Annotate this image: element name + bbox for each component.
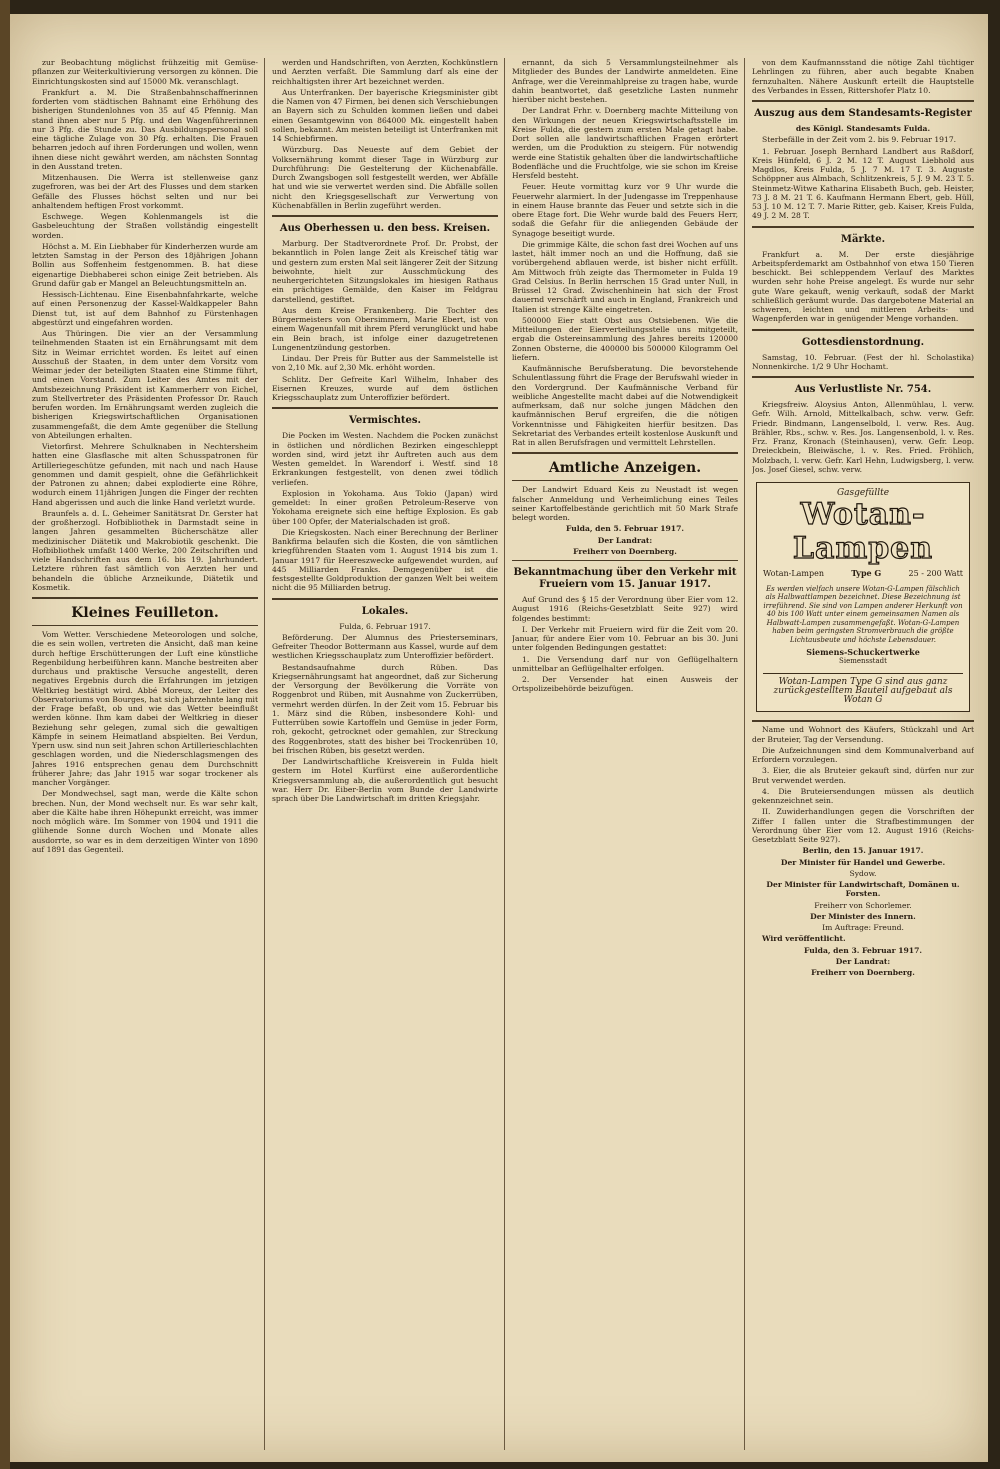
feuilleton-heading: Kleines Feuilleton. (71, 605, 219, 621)
markets-heading: Märkte. (840, 233, 886, 245)
article-text: Braunfels a. d. L. Geheimer Sanitätsrat Dr. Gerster hat der großherzogl. Hofbibliothek in Darmstadt seine in langen Jahren gesammelten Bücherschätze aller medizinischer Diätetik und Makrobiotik geschenkt. Die Hofbibliothek umfaßt 1400 Werke, 200 Zeitschriften und viele Handschriften aus dem 16. bis 19. Jahrhundert. Letztere rühren fast sämtlich von Aerzten her und behandeln die übliche Arzneikunde, Diätetik und Kosmetik. (32, 508, 258, 592)
article-text: Frankfurt a. M. Die Straßenbahnschaffnerinnen forderten vom städtischen Bahnamt eine Erhöhung des bisherigen Stundenlohnes von 35 auf 45 Pfennig. Man stand ihnen aber nur 5 Pfg. und den Wagenführerinnen nur 3 Pfg. die Stunde zu. Das Ausbildungspersonal soll eine tägliche Zulage von 30 Pfg. erhalten. Die Frauen beharren jedoch auf ihren Forderungen und wollen, wenn ihnen diese nicht gewährt werden, am nächsten Sonntag in den Ausstand treten. (32, 87, 258, 171)
markets-text: Frankfurt a. M. Der erste diesjährige Arbeitspferdemarkt am Ostbahnhof von etwa 150 Tieren beschickt. Bei schleppendem Verlauf des Marktes wurden sehr hohe Preise angelegt. Es wurde nur sehr gute Ware gekauft, wenig verkauft, sodaß der Markt schließlich geräumt wurde. Das dargebotene Material an schweren, leichten und mittleren Arbeits- und Wagenpferden war in genügender Menge vorhanden. (752, 249, 974, 324)
notice-text: 3. Eier, die als Bruteier gekauft sind, dürfen nur zur Brut verwendet werden. (752, 766, 974, 785)
article-text: zur Beobachtung möglichst frühzeitig mit Gemüse-pflanzen zur Weiterkultivierung versorgen zu können. Die Einrichtungskosten sind auf 15000 Mk. veranschlagt. (32, 58, 258, 86)
section-divider (512, 560, 738, 561)
notice-text: Der Landwirt Eduard Keis zu Neustadt ist wegen falscher Anmeldung und Verheimlichung eines Teiles seiner Kartoffelbestände gerichtlich mit 50 Mark Strafe belegt worden. (512, 485, 738, 522)
ad-headline: Gasgefüllte (836, 488, 890, 498)
notice-text: Die Aufzeichnungen sind dem Kommunalverband auf Erfordern vorzulegen. (752, 745, 974, 764)
article-text: Aus Thüringen. Die vier an der Versammlung teilnehmenden Staaten ist ein Ernährungsamt mit dem Sitz in Weimar errichtet worden. Es leitet auf einen Ausschuß der Staaten, in dem unter dem Vorsitz vom Weimar jeder der beteiligten Staaten eine Stimme führt, und einen Vorstand. Zum Leiter des Amtes mit der Amtsbezeichnung Präsident ist Kammerherr von Eichel, zum Stellvertreter des Präsidenten Professor Dr. Rauch berufen worden. Im Ernährungsamt werden zugleich die bisherigen Kriegswirtschaftlichen Organisationen zusammengefaßt, die dem Amte gegenüber die Stellung von Abteilungen erhalten. (32, 329, 258, 440)
article-text: Die Kriegskosten. Nach einer Berechnung der Berliner Bankfirma belaufen sich die Kosten, die von sämtlichen kriegführenden Staaten vom 1. August 1914 bis zum 1. Januar 1917 für Heereszwecke aufgewendet wurden, auf 445 Milliarden Franks. Demgegenüber ist die festsgestellte Goldproduktion der ganzen Welt bei weitem nicht die 95 Milliarden betrug. (272, 527, 498, 593)
ad-maker: Siemens-Schuckertwerke (806, 647, 920, 657)
ad-subline (763, 569, 963, 578)
column-3 (512, 58, 738, 1450)
notice-text: 2. Der Versender hat einen Ausweis der Ortspolizeibehörde beizufügen. (512, 675, 738, 694)
column-4 (752, 58, 974, 1450)
notice-text: II. Zuwiderhandlungen gegen die Vorschriften der Ziffer I fallen unter die Strafbestimmungen der Verordnung über Eier vom 12. August 1916 (Reichs-Gesetzblatt Seite 927). (752, 807, 974, 844)
article-text: Höchst a. M. Ein Liebhaber für Kinderherzen wurde am letzten Samstag in der Person des 18jährigen Johann Bollin aus Soffenheim festgenommen. B. hat diese eigenartige Diebhaberei schon einige Zeit betrieben. Als Grund dafür gab er Mangel an Beleuchtungsmitteln an. (32, 241, 258, 288)
notice-minister: Der Minister für Landwirtschaft, Domänen u. Forsten. (766, 880, 960, 899)
article-text: Aus dem Kreise Frankenberg. Die Tochter des Bürgermeisters von Obersimmern, Marie Ebert, ist von einem Wagenunfall mit ihrem Pferd verunglückt und habe ein Bein brach, ist infolge einer dazugetretenen Lungenentzündung gestorben. (272, 305, 498, 352)
column-1 (32, 58, 258, 1450)
article-text: Der Mondwechsel, sagt man, werde die Kälte schon brechen. Nun, der Mond wechselt nur. Es war sehr kalt, aber die Kälte habe ihren Höhepunkt erreicht, was immer noch möglich wäre. Im Sommer von 1904 und 1911 die glühende Sonne durch Wochen und Monate alles ausdorrte, so war es in dem derzeitigen Winter von 1890 auf 1891 das Gegenteil. (32, 789, 258, 854)
article-text: Die grimmige Kälte, die schon fast drei Wochen auf uns lastet, hält immer noch an und die Hoffnung, daß sie vorübergehend abflauen werde, ist bisher nicht erfüllt. Am Mittwoch früh zeigte das Thermometer in Fulda 19 Grad Celsius. In Berlin herrschen 15 Grad unter Null, in Brüssel 12 Grad. Zwischenhinein hat sich der Frost dauernd verschärft und auch in England, Frankreich und Italien ist strenge Kälte eingetreten. (512, 239, 738, 314)
ad-tagline: Wotan-Lampen Type G sind aus ganz zurückgestelltem Bauteil aufgebaut als Wotan G (763, 673, 963, 706)
dateline: Fulda, 6. Februar 1917. (339, 621, 431, 631)
article-text: Der Landrat Frhr. v. Doernberg machte Mitteilung von den Wirkungen der neuen Kriegswirtschaftsstelle im Kreise Fulda, die gestern zum ersten Male getagt habe. Dort sollen alle landwirtschaftlichen Fragen erörtert werden, um die Produktion zu steigern. Für notwendig werde eine Statistik gehalten über die landwirtschaftliche Bodenfläche und die Fruchtfolge, wie sie schon im Kreise Hersfeld besteht. (512, 106, 738, 180)
article-text: 500000 Eier statt Obst aus Ostsiebenen. Wie die Mitteilungen der Eierverteilungsstelle uns mitgeteilt, ergab die Ostereinsammlung des Jahres bereits 120000 Zonnen Obsterne, die 400000 bis 500000 Kilogramm Oel liefern. (512, 315, 738, 362)
article-text: Vom Wetter. Verschiedene Meteorologen und solche, die es sein wollen, vertreten die Ansicht, daß man keine durch heftige Erschütterungen der Luft eine künstliche Regenbildung herbeiführen kann. Manche bestreiten aber durchaus und praktische Versuche angestellt, deren negatives Ergebnis durch die Erfahrungen im jetzigen Weltkrieg bestätigt wird. Abbé Moreux, der Leiter des Observatoriums von Bourges, hat sich jahrzehnte lang mit der Frage befaßt, ob und wie das Wetter beeinflußt werden könne. Ihm kam dabei der Weltkrieg in dieser Beziehung sehr gelegen, zumal sich die gewaltigen Kämpfe in seinem Heimatland abspielten. Bei Verdun, Ypern usw. sind nun seit Jahren schon Artillerieschlachten geschlagen worden, und die Niederschlagsmengen des Jahres 1916 entsprechen genau dem Durchschnitt früherer Jahre; das Jahr 1915 war sogar trockener als mancher Vorgänger. (32, 630, 258, 787)
ad-maker-sub: Siemensstadt (839, 657, 887, 666)
section-divider (32, 597, 258, 599)
article-text: Die Pocken im Westen. Nachdem die Pocken zunächst in östlichen und nördlichen Bezirken eingeschleppt worden sind, wird jetzt ihr Auftreten auch aus dem Westen gemeldet. In Warendorf i. Westf. sind 18 Erkrankungen festgestellt, von denen zwei tödlich verliefen. (272, 431, 498, 487)
ad-type-label: Type G (851, 568, 882, 579)
page-binding-edge (0, 0, 10, 1469)
ad-body: Es werden vielfach unsere Wotan-G-Lampen fälschlich als Halbwattlampen bezeichnet. Diese Bezeichnung ist irreführend. Sie sind von Lampen anderer Herkunft von 40 bis 100 Watt unter einem gemeinsamen Namen als Halbwatt-Lampen zusammengefaßt. Wotan-G-Lampen haben beim geringsten Stromverbrauch die größte Lichtausbeute und höchste Lebensdauer. (763, 584, 963, 644)
section-heading: Aus Oberhessen u. den bess. Kreisen. (279, 223, 491, 234)
article-text: werden und Handschriften, von Aerzten, Kochkünstlern und Aerzten verfaßt. Die Sammlung darf als eine der reichhaltigsten ihrer Art bezeichnet werden. (272, 58, 498, 86)
article-text: Schlitz. Der Gefreite Karl Wilhelm, Inhaber des Eisernen Kreuzes, wurde auf dem östlichen Kriegsschauplatz zum Unteroffizier befördert. (272, 374, 498, 402)
article-text: Kaufmännische Berufsberatung. Die bevorstehende Schulentlassung führt die Frage der Berufswahl wieder in den Vordergrund. Der Kaufmännische Verband für weibliche Angestellte macht dabei auf die Notwendigkeit aufmerksam, daß nur solche jungen Mädchen den kaufmännischen Beruf ergreifen, die die nötigen Vorkenntnisse und Fähigkeiten hierfür besitzen. Das Sekretariat des Verbandes erteilt kostenlose Auskunft und Rat in allen Berufsfragen und vermittelt Lehrstellen. (512, 364, 738, 447)
column-2 (272, 58, 498, 1450)
church-heading: Gottesdienstordnung. (801, 336, 925, 348)
section-divider (512, 452, 738, 454)
register-heading: Auszug aus dem Standesamts-Register (754, 108, 972, 119)
notice-signer-title: Der Landrat: (835, 956, 891, 966)
section-divider (752, 226, 974, 228)
column-rule (264, 58, 265, 1450)
notice-minister: Der Minister für Handel und Gewerbe. (780, 857, 946, 867)
article-text: ernannt, da sich 5 Versammlungsteilnehmer als Mitglieder des Bundes der Landwirte anmeldeten. Eine Anfrage, wer die Vereinmahlpreise zu tragen habe, wurde dahin beantwortet, daß gesetzliche Lasten nunmehr hierüber nicht bestehen. (512, 58, 738, 104)
column-rule (744, 58, 745, 1450)
section-heading: Vermischtes. (349, 415, 421, 427)
article-text: Explosion in Yokohama. Aus Tokio (Japan) wird gemeldet: In einer großen Petroleum-Reserve von Yokohama ereignete sich eine heftige Explosion. Es gab über 100 Opfer, der Materialschaden ist groß. (272, 488, 498, 526)
notice-minister: Der Minister des Innern. (810, 911, 916, 921)
article-text: Der Landwirtschaftliche Kreisverein in Fulda hielt gestern im Hotel Kurfürst eine außerordentliche Kriegsversammlung ab, die außerordentlich gut besucht war. Herr Dr. Eiber-Berlin vom Bunde der Landwirte sprach über Die Landwirtschaft im dritten Kriegsjahr. (272, 757, 498, 803)
section-divider (32, 625, 258, 626)
newspaper-page (10, 14, 988, 1462)
notice-signer-title: Der Landrat: (597, 535, 653, 545)
loss-list-text: Kriegsfreiw. Aloysius Anton, Allenmühlau, l. verw. Gefr. Wilh. Arnold, Mittelkalbach, schw. verw. Gefr. Friedr. Bindmann, Langenselbold, l. verw. Res. Aug. Brähler, Rbs., schw. v. Res. Jos. Langensenbold, l. v. Res. Frz. Franz, Kronach (Steinhausen), verw. Gefr. Leop. Dreieckbein, Bleiwäsche, l. v. Res. Fried. Fröhlich, Molzbach, l. verw. Gefr. Karl Hehn, Ludwigsberg, l. verw. Jos. Josef Giesel, schw. verw. (752, 400, 974, 474)
section-divider (512, 480, 738, 481)
article-text: Bestandsaufnahme durch Rüben. Das Kriegsernährungsamt hat angeordnet, daß zur Sicherung der Versorgung der Bevölkerung die Vorräte von Roggenbrot und Rüben, mit Ausnahme von Zuckerrüben, vermehrt werden dürfen. In der Zeit vom 15. Februar bis 1. März sind die Rüben, insbesondere Kohl- und Futterrüben sowie Kartoffeln und Gemüse in jeder Form, roh, gekocht, getrocknet oder gemahlen, zur Streckung des Roggenbrotes, statt des bisher bei Trockenrüben 10, bei frischen Rüben, bis gesetzt werden. (272, 662, 498, 755)
notice-text: I. Der Verkehr mit Frueiern wird für die Zeit vom 20. Januar, für andere Eier vom 10. Februar an bis 30. Juni unter folgenden Bedingungen gestattet: (512, 624, 738, 653)
notice-minister-name: Freiherr von Schorlemer. (814, 900, 912, 910)
article-text: Mitzenhausen. Die Werra ist stellenweise ganz zugefroren, was bei der Art des Flusses und dem starken Gefälle des Flusses höchst selten und nur bei anhaltendem heftigen Frost vorkommt. (32, 173, 258, 210)
article-text: Marburg. Der Stadtverordnete Prof. Dr. Probst, der bekanntlich in Polen lange Zeit als Kreischef tätig war und gestern zum ersten Mal seit längerer Zeit der Sitzung beiwohnte, hielt zur Ausschmückung des neuhergerichteten Sitzungslokales im hiesigen Rathaus ein prächtiges Gemälde, den Kaiser im Feldgrau darstellend, gestiftet. (272, 239, 498, 304)
register-subheading: des Königl. Standesamts Fulda. (795, 124, 931, 133)
section-divider (752, 329, 974, 331)
notice-date: Fulda, den 3. Februar 1917. (803, 945, 923, 955)
register-text: 1. Februar. Joseph Bernhard Landbert aus Raßdorf, Kreis Hünfeld, 6 J. 2 M. 12 T. August Liebhold aus Magdlos, Kreis Fulda, 5 J. 7 M. 17 T. 3. Auguste Schöppner aus Almbach, Schlitzenkreis, 5 J. 9 M. 23 T. 5. Steinmetz-Witwe Katharina Elisabeth Buch, geb. Heister, 73 J. 8 M. 21 T. 6. Kaufmann Hermann Ebert, geb. Hüll, 53 J. 10 M. 12 T. 7. Marie Ritter, geb. Kaiser, Kreis Fulda, 49 J. 2 M. 28 T. (752, 146, 974, 221)
ad-watt: 25 - 200 Watt (908, 569, 963, 579)
notice-date: Fulda, den 5. Februar 1917. (565, 524, 685, 534)
article-text: Würzburg. Das Neueste auf dem Gebiet der Volksernährung kommt dieser Tage in Würzburg zur Durchführung: Die Gestelterung der Küchenabfälle. Durch Zwangsbogen soll festgestellt werden, wer Abfälle hat und wie sie verwertet werden sind. Die Abfälle sollen nicht den Kriegsgesellschaft zur Verwertung von Küchenabfällen in Berlin zugeführt werden. (272, 145, 498, 210)
section-divider (752, 376, 974, 378)
article-text: Eschwege. Wegen Kohlenmangels ist die Gasbeleuchtung der Straßen vollständig eingestellt worden. (32, 212, 258, 240)
church-text: Samstag, 10. Februar. (Fest der hl. Scholastika) Nonnenkirche. 1/2 9 Uhr Hochamt. (752, 352, 974, 371)
lamp-advertisement (756, 482, 970, 712)
ad-sub-left: Wotan-Lampen (763, 569, 825, 579)
column-rule (504, 58, 505, 1450)
notice-text: 1. Die Versendung darf nur von Geflügelhaltern unmittelbar an Geflügelhalter erfolgen. (512, 654, 738, 673)
notice-publish: Wird veröffentlicht. (762, 934, 846, 944)
section-divider (272, 598, 498, 600)
notice-signer-name: Freiherr von Doernberg. (573, 546, 677, 556)
notice-date: Berlin, den 15. Januar 1917. (802, 846, 924, 856)
section-divider (752, 720, 974, 722)
loss-list-heading: Aus Verlustliste Nr. 754. (794, 384, 932, 395)
article-text: Feuer. Heute vormittag kurz vor 9 Uhr wurde die Feuerwehr alarmiert. In der Judengasse im Treppenhause in einem Hause brannte das Feuer und setzte sich in die obere Etage fort. Die Wehr wurde bald des Feuers Herr, sodaß die Gefahr für die anliegenden Gebäude der Synagoge beseitigt wurde. (512, 182, 738, 238)
official-notices-heading: Amtliche Anzeigen. (548, 460, 702, 477)
notice-heading: Bekanntmachung über den Verkehr mit Frueiern vom 15. Januar 1917. (513, 567, 737, 590)
notice-text: Name und Wohnort des Käufers, Stückzahl und Art der Bruteier, Tag der Versendung. (752, 725, 974, 744)
notice-text: 4. Die Bruteiersendungen müssen als deutlich gekennzeichnet sein. (752, 786, 974, 805)
article-text: Aus Unterfranken. Der bayerische Kriegsminister gibt die Namen von 47 Firmen, bei denen sich Verschiebungen an Bayern sich zu Schulden kommen ließen und dabei einen Gesamtgewinn von 864000 Mk. eingestellt haben sollen, bekannt. Am meisten beteiligt ist Unterfranken mit 14 Schiebfirmen. (272, 87, 498, 143)
article-text: von dem Kaufmannsstand die nötige Zahl tüchtiger Lehrlingen zu führen, aber auch begabte Knaben fernzuhalten. Nähere Auskunft erteilt die Hauptstelle des Verbandes in Essen, Rittershofer Platz 10. (752, 58, 974, 95)
notice-signer-name: Freiherr von Doernberg. (811, 968, 915, 977)
section-divider (752, 100, 974, 102)
notice-text: Auf Grund des § 15 der Verordnung über Eier vom 12. August 1916 (Reichs-Gesetzblatt Seite 927) wird folgendes bestimmt: (512, 595, 738, 623)
article-text: Vietorfirst. Mehrere Schulknaben in Nechtersheim hatten eine Glasflasche mit alten Schusspatronen für Artilleriegeschütze gefunden, mit nach und nach Hause genommen und damit gespielt, ohne die Gefährlichkeit der Patronen zu ahnen; dabei explodierte eine Röhre, wodurch einem 11jährigen Jungen die Finger der rechten Hand abgerissen und auch die linke Hand verletzt wurde. (32, 442, 258, 507)
section-divider (272, 407, 498, 409)
article-text: Hessisch-Lichtenau. Eine Eisenbahnfahrkarte, welche auf einen Personenzug der Kassel-Waldkappeler Bahn Dienst tut, ist auf dem Bahnhof zu Fürstenhagen abgestürzt und eingefahren worden. (32, 290, 258, 327)
section-heading: Lokales. (361, 605, 409, 617)
notice-minister-name: Im Auftrage: Freund. (822, 923, 904, 932)
notice-minister-name: Sydow. (849, 868, 877, 878)
ad-brand: Wotan-Lampen (792, 497, 934, 567)
article-text: Beförderung. Der Alumnus des Priesterseminars, Gefreiter Theodor Bottermann aus Kassel, wurde auf dem westlichen Kriegsschauplatz zum Unteroffizier befördert. (272, 632, 498, 661)
section-divider (272, 215, 498, 217)
register-range: Sterbefälle in der Zeit vom 2. bis 9. Februar 1917. (762, 135, 957, 145)
article-text: Lindau. Der Preis für Butter aus der Sammelstelle ist von 2,10 Mk. auf 2,30 Mk. erhöht worden. (272, 354, 498, 373)
